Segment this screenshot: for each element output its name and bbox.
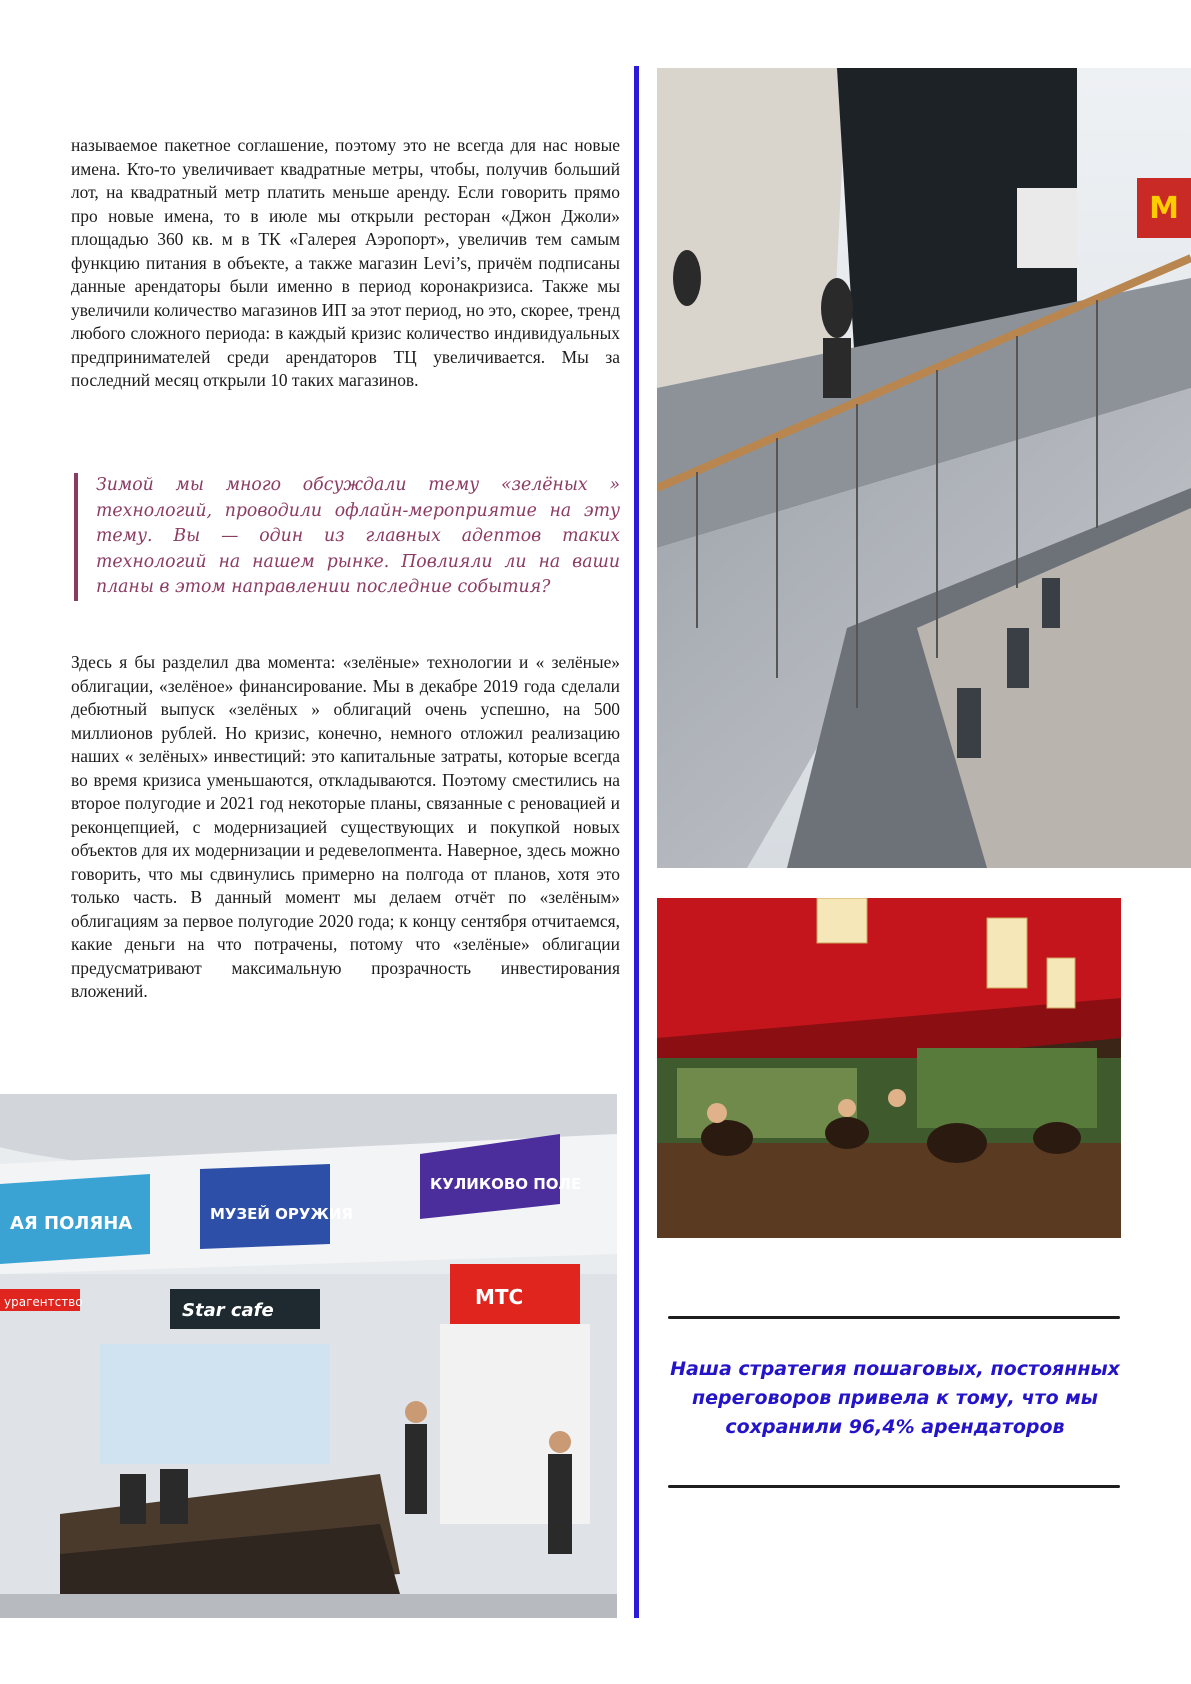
pull-quote: Наша стратегия пошаговых, постоянных переговоров привела к тому, что мы сохранили 96,4% арендаторов (670, 1358, 1120, 1438)
svg-text:M: M (1149, 191, 1179, 226)
interview-question: Зимой мы много обсуждали тему «зелёных » технологий, проводили офлайн-мероприятие на эту тему. Вы — один из главных адептов таких технологий на нашем рынке. Повлияли ли на ваши планы в этом направлении последние события? (74, 473, 620, 601)
store-sign-mts: МТС (475, 1285, 524, 1309)
banner-text-kulikovo: КУЛИКОВО ПОЛЕ (430, 1175, 582, 1193)
banner-text-left: АЯ ПОЛЯНА (10, 1213, 133, 1234)
callout-bottom-rule (668, 1485, 1120, 1488)
agency-sign: урагентство (4, 1295, 83, 1309)
banner-text-museum: МУЗЕЙ ОРУЖИЯ (210, 1205, 353, 1223)
callout-top-rule (668, 1316, 1120, 1319)
food-court-photo (0, 1094, 617, 1618)
article-paragraph: Здесь я бы разделил два момента: «зелёные» технологии и « зелёные» облигации, «зелёное» финансирование. Мы в декабре 2019 года сделали дебютный выпуск «зелёных » облигаций очень успешно, на 500 миллионов рублей. Но кризис, конечно, немного отложил реализацию наших « зелёных» инвестиций: это капитальные затраты, которые всегда во время кризиса уменьшаются, откладываются. Поэтому сместились на второе полугодие и 2021 год некоторые планы, связанные с реновацией и реконцепцией, с модернизацией существующих и покупкой новых объектов для их модернизации и редевелопмента. Наверное, здесь можно говорить, что мы сдвинулись примерно на полгода от планов, хотя это только часть. В данный момент мы делаем отчёт по «зелёным» облигациям за первое полугодие 2020 года; к концу сентября отчитаемся, какие деньги на что потрачены, потому что «зелёные» облигации предусматривают максимальную прозрачность инвестирования вложений. (71, 652, 620, 1001)
restaurant-terrace-photo (657, 898, 1121, 1238)
column-divider (634, 66, 639, 1618)
mall-gallery-photo (657, 68, 1191, 868)
cafe-sign: Star cafe (182, 1300, 274, 1321)
article-paragraph: называемое пакетное соглашение, поэтому это не всегда для нас новые имена. Кто-то увеличивает квадратные метры, чтобы, получив больший лот, на квадратный метр платить меньше аренду. Если говорить прямо про новые имена, то в июле мы открыли ресторан «Джон Джоли» площадью 360 кв. м в ТК «Галерея Аэропорт», увеличив тем самым функцию питания в объекте, а также магазин Levi’s, причём подписаны данные арендаторы были именно в период коронакризиса. Также мы увеличили количество магазинов ИП за этот период, но это, скорее, тренд любого сложного периода: в каждый кризис количество индивидуальных предпринимателей среди арендаторов ТЦ увеличивается. Мы за последний месяц открыли 10 таких магазинов. (71, 135, 620, 390)
